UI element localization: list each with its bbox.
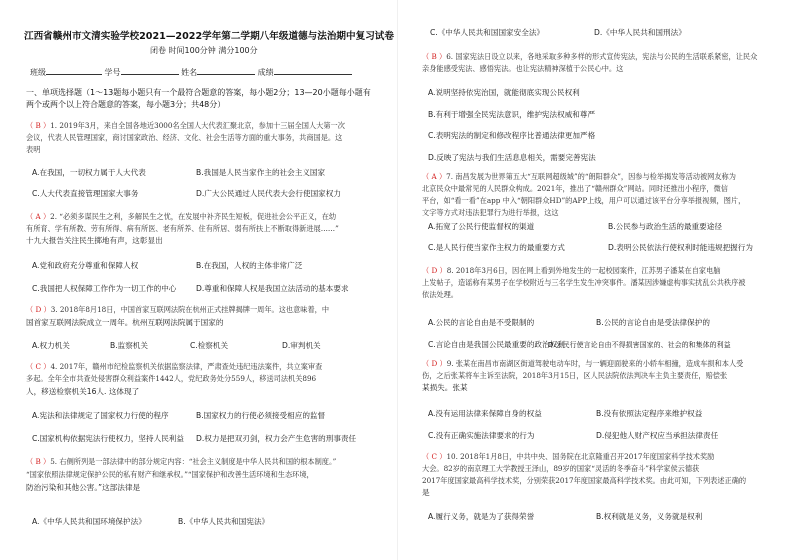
option-5d: D.《中华人民共和国刑法》 bbox=[594, 28, 686, 37]
question-10-line3: 2017年度国家最高科学技术奖，分别荣获2017年度国家最高科学技术奖。由此可知，下列表述正确的 bbox=[422, 476, 747, 485]
option-6d: D.反映了宪法与我们生活息息相关，需要完善宪法 bbox=[428, 153, 596, 162]
option-1b: B.我国是人民当家作主的社会主义国家 bbox=[196, 168, 326, 177]
option-2c: C.我国把人权保障工作作为一切工作的中心 bbox=[32, 284, 177, 293]
question-9-line2: 伤，之后张某将车主诉至法院，2018年3月15日，区人民法院依法判决车主负主要责任，赔偿张 bbox=[422, 371, 728, 380]
question-2-line2: 有所育、学有所教、劳有所得、病有所医、老有所养、住有所居、弱有所扶上不断取得新进展……” bbox=[26, 224, 339, 233]
option-7a: A.拓宽了公民行使监督权的渠道 bbox=[428, 222, 535, 231]
question-4-line1: （ C ）4. 2017年，赣州市纪检监察机关依据监察法律，严肃查处违纪违法案件，共立案审查 bbox=[26, 362, 323, 371]
question-2-line3: 十九大报告关注民生掷地有声，这彰显出 bbox=[26, 236, 163, 245]
question-10-line2: 大会。82岁的南京理工大学教授王泽山，89岁的国家“灵活的冬季奋斗”科学家侯云德获 bbox=[422, 464, 700, 473]
option-9d: D.侵犯他人财产权应当承担法律责任 bbox=[596, 431, 719, 440]
option-9a: A.没有运用法律来保障自身的权益 bbox=[428, 409, 542, 418]
question-10-line4: 是 bbox=[422, 488, 430, 497]
option-1a: A.在我国，一切权力属于人大代表 bbox=[32, 168, 146, 177]
name-label: 姓名 bbox=[181, 68, 198, 77]
question-1-line1: （ B ）1. 2019年3月，来自全国各地近3000名全国人大代表汇聚北京，参加十三届全国人大第一次 bbox=[26, 121, 345, 130]
option-6a: A.说明坚持依宪治国，就能彻底实现公民权利 bbox=[428, 88, 580, 97]
exam-page-right bbox=[397, 0, 794, 560]
question-8-line1: （ D ）8. 2018年3月6日，因在网上看到外地发生的一起校园案件，江苏男子潘某在自家电脑 bbox=[422, 266, 721, 275]
question-4-line3: 人，移送检察机关16人. 这体现了 bbox=[26, 387, 140, 396]
answer-6: （ B ） bbox=[422, 52, 447, 61]
option-4a: A.宪法和法律规定了国家权力行使的程序 bbox=[32, 411, 169, 420]
exam-title: 江西省赣州市文清实验学校2021—2022学年第二学期八年级道德与法治期中复习试卷 bbox=[24, 31, 394, 42]
question-4-line2: 多起。全年全市共查处侵害群众利益案件1442人，党纪政务处分559人，移送司法机关896 bbox=[26, 374, 317, 383]
class-label: 班级 bbox=[30, 68, 46, 77]
question-8-line2: 上发帖子，造谣称有某男子在学校附近与三名学生发生冲突事件。潘某因涉嫌虚构事实扰乱公共秩序被 bbox=[422, 278, 746, 287]
answer-5: （ B ） bbox=[26, 457, 51, 466]
option-5b: B.《中华人民共和国宪法》 bbox=[178, 517, 270, 526]
score-label: 成绩 bbox=[257, 68, 274, 77]
option-1d: D.广大公民通过人民代表大会行使国家权力 bbox=[196, 189, 341, 198]
question-3-line1: （ D ）3. 2018年8月18日，中国首家互联网法院在杭州正式挂牌揭牌一周年。这也意味着，中 bbox=[26, 305, 330, 314]
answer-1: （ B ） bbox=[26, 121, 51, 130]
option-10b: B.权利就是义务，义务就是权利 bbox=[596, 512, 703, 521]
option-7c: C.是人民行使当家作主权力的最重要方式 bbox=[428, 243, 565, 252]
option-4d: D.权力是把双刃剑，权力会产生危害的刑事责任 bbox=[196, 434, 357, 443]
option-8a: A.公民的言论自由是不受限制的 bbox=[428, 318, 535, 327]
option-2b: B.在我国，人权的主体非常广泛 bbox=[196, 261, 303, 270]
answer-10: （ C ） bbox=[422, 452, 447, 461]
option-7d: D.表明公民依法行使权利时能违规把握行为 bbox=[608, 243, 753, 252]
option-6b: B.有利于增强全民宪法意识，维护宪法权威和尊严 bbox=[428, 110, 596, 119]
question-10-line1: （ C ）10. 2018年1月8日，中共中央、国务院在北京隆重召开2017年度国家科学技术奖励 bbox=[422, 452, 715, 461]
option-3a: A.权力机关 bbox=[32, 341, 70, 350]
name-blank bbox=[197, 66, 255, 75]
question-6-line2: 亲身能感受宪法、感悟宪法。也让宪法精神深植于公民心中。这 bbox=[422, 64, 624, 73]
question-7-line4: 文字等方式对违法犯罪行为进行举报，这这 bbox=[422, 208, 559, 217]
answer-2: （ A ） bbox=[26, 212, 51, 221]
question-1-line2: 会议，代表人民管理国家，商讨国家政治、经济、文化、社会生活等方面的重大事务，共商国是。这 bbox=[26, 133, 343, 142]
question-1-line3: 表明 bbox=[26, 145, 41, 154]
question-6-line1: （ B ）6. 国家宪法日设立以来，各地采取多种多样的形式宣传宪法，宪法与公民的生活联系紧密，让民众 bbox=[422, 52, 758, 61]
question-7-line3: 平台，如“看一看”在app 中入“朝阳群众HD”的APP上线，用户可以通过该平台分享举报视频，图片， bbox=[422, 196, 746, 205]
option-4b: B.国家权力的行使必须接受相应的监督 bbox=[196, 411, 326, 420]
option-2a: A.党和政府充分尊重和保障人权 bbox=[32, 261, 139, 270]
number-label: 学号 bbox=[104, 68, 121, 77]
option-8d: D.公民行使言论自由不得损害国家的、社会的和集体的利益 bbox=[548, 341, 731, 349]
question-5-line3: 防治污染和其他公害。”这部法律是 bbox=[26, 483, 141, 492]
answer-7: （ A ） bbox=[422, 172, 447, 181]
question-5-line1: （ B ）5. 右侧所列是一部法律中的部分规定内容：“社会主义制度是中华人民共和国的根本制度。” bbox=[26, 457, 337, 466]
question-9-line1: （ D ）9. 张某在南昌市南湖区街道驾驶电动车时，与一辆迎面驶来的小轿车相撞，造成车损和本人受 bbox=[422, 359, 744, 368]
answer-4: （ C ） bbox=[26, 362, 51, 371]
section1-line1: 一、单项选择题（1～13题每小题只有一个最符合题意的答案，每小题2分；13—20小题每小题有 bbox=[26, 88, 371, 97]
option-8b: B.公民的言论自由是受法律保护的 bbox=[596, 318, 710, 327]
section1-line2: 两个或两个以上符合题意的答案，每小题3分；共48分） bbox=[26, 100, 226, 109]
option-5c: C.《中华人民共和国国家安全法》 bbox=[430, 28, 545, 37]
number-blank bbox=[121, 66, 179, 75]
option-3c: C.检察机关 bbox=[190, 341, 229, 350]
option-9c: C.没有正确实施法律要求的行为 bbox=[428, 431, 535, 440]
class-blank bbox=[46, 66, 102, 75]
question-3-line2: 国首家互联网法院成立一周年。杭州互联网法院属于国家的 bbox=[26, 318, 224, 327]
question-7-line2: 北京民众中最常见的人民群众构成。2021年，推出了“赣州群众”网站。同时还推出小程序，微信 bbox=[422, 184, 728, 193]
question-8-line3: 依法处理。 bbox=[422, 290, 458, 299]
score-blank bbox=[274, 66, 352, 75]
info-fields-row bbox=[30, 66, 352, 78]
answer-3: （ D ） bbox=[26, 305, 51, 314]
option-6c: C.表明宪法的制定和修改程序比普通法律更加严格 bbox=[428, 131, 596, 140]
option-3d: D.审判机关 bbox=[282, 341, 321, 350]
question-2-line1: （ A ）2. “必须多谋民生之利，多解民生之忧，在发展中补齐民生短板，促进社会公平正义，在幼 bbox=[26, 212, 337, 221]
option-10a: A.履行义务，就是为了获得荣誉 bbox=[428, 512, 535, 521]
question-7-line1: （ A ）7. 南昌发展为世界第五大“互联网超级城”的“朗阳群众”，因参与检举揭发等活动被网友称为 bbox=[422, 172, 736, 181]
answer-9: （ D ） bbox=[422, 359, 447, 368]
option-7b: B.公民参与政治生活的最重要途径 bbox=[608, 222, 722, 231]
option-4c: C.国家机构依据宪法行使权力，坚持人民利益 bbox=[32, 434, 184, 443]
option-1c: C.人大代表直接管理国家大事务 bbox=[32, 189, 139, 198]
answer-8: （ D ） bbox=[422, 266, 447, 275]
question-5-line2: “国家依照法律规定保护公民的私有财产和继承权。”“国家保护和改善生活环境和生态环境， bbox=[26, 470, 314, 479]
exam-info: 闭卷 时间100分钟 满分100分 bbox=[150, 46, 258, 55]
option-5a: A.《中华人民共和国环境保护法》 bbox=[32, 517, 146, 526]
option-9b: B.没有依照法定程序来维护权益 bbox=[596, 409, 703, 418]
option-2d: D.尊重和保障人权是我国立法活动的基本要求 bbox=[196, 284, 349, 293]
question-9-line3: 某损失。张某 bbox=[422, 383, 468, 392]
option-3b: B.监察机关 bbox=[110, 341, 148, 350]
option-8c: C.言论自由是我国公民最重要的政治权利 bbox=[428, 340, 565, 349]
